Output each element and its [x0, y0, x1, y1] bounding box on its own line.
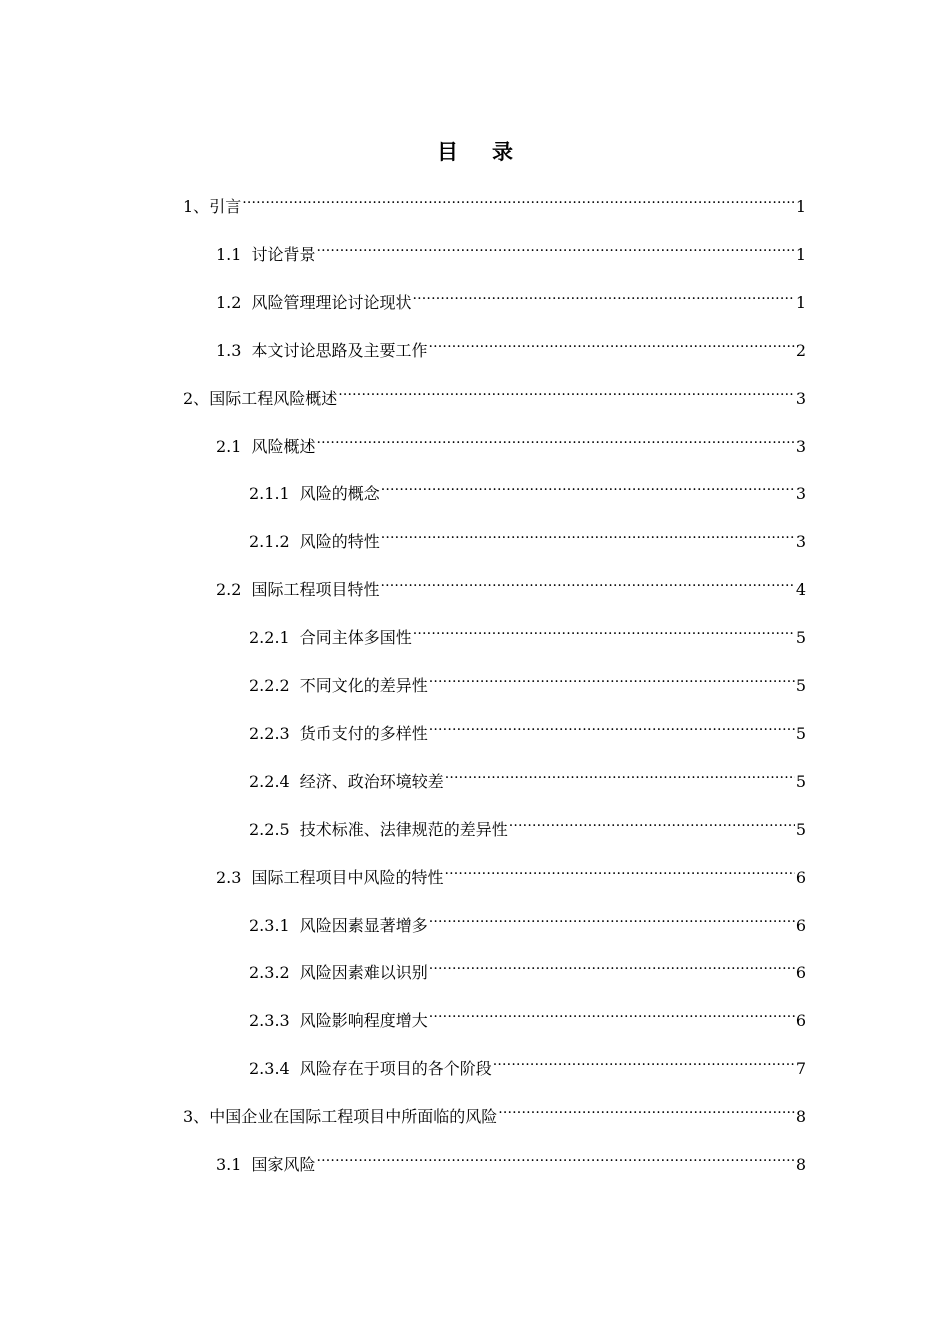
toc-entry-text: 不同文化的差异性: [299, 676, 428, 695]
toc-entry-number: 2.1.2: [249, 532, 290, 551]
toc-entry-page-number: 3: [795, 484, 806, 503]
toc-entry-text: 风险的概念: [299, 484, 380, 503]
toc-entry[interactable]: [249, 809, 806, 839]
toc-entry-number: 2.3.3: [249, 1011, 290, 1030]
toc-entry[interactable]: [249, 713, 806, 743]
toc-dot-leader: [316, 1144, 794, 1170]
toc-entry[interactable]: [249, 905, 806, 935]
toc-entry-page-number: 3: [795, 437, 806, 456]
toc-entry-text: 风险的特性: [299, 532, 380, 551]
toc-entry-text: 技术标准、法律规范的差异性: [299, 820, 508, 839]
toc-dot-leader: [429, 665, 795, 691]
toc-entry-text: 经济、政治环境较差: [299, 772, 444, 791]
toc-dot-leader: [316, 426, 794, 452]
toc-title: 目录: [437, 139, 547, 164]
toc-dot-leader: [429, 713, 795, 739]
toc-dot-leader: [338, 378, 795, 404]
toc-dot-leader: [381, 521, 795, 547]
toc-entry[interactable]: [216, 426, 806, 456]
toc-entry-text: 合同主体多国性: [299, 628, 412, 647]
toc-entry-page-number: 3: [795, 389, 806, 408]
toc-entry-text: 讨论背景: [251, 245, 316, 264]
toc-entry-page-number: 6: [795, 1011, 806, 1030]
toc-entry-text: 国际工程项目特性: [251, 580, 380, 599]
toc-entry-page-number: 8: [795, 1107, 806, 1126]
toc-dot-leader: [444, 857, 794, 883]
toc-entry[interactable]: [216, 330, 806, 360]
toc-entry-text: 风险管理理论讨论现状: [251, 293, 412, 312]
toc-entry-page-number: 5: [795, 772, 806, 791]
toc-entry-text: 风险因素显著增多: [299, 916, 428, 935]
toc-entry[interactable]: [249, 952, 806, 982]
toc-entry-text: 中国企业在国际工程项目中所面临的风险: [209, 1107, 498, 1126]
toc-entry-number: 2.3.4: [249, 1059, 290, 1078]
toc-entry-number: 3.1: [216, 1155, 242, 1174]
toc-entry-page-number: 6: [795, 868, 806, 887]
toc-entry[interactable]: [216, 857, 806, 887]
toc-dot-leader: [316, 234, 794, 260]
toc-entry[interactable]: [249, 1000, 806, 1030]
toc-entry[interactable]: [183, 186, 806, 216]
toc-dot-leader: [429, 905, 795, 931]
toc-entry-number: 2.2.4: [249, 772, 290, 791]
toc-entry-page-number: 6: [795, 963, 806, 982]
toc-entry-number: 2.3.2: [249, 963, 290, 982]
toc-entry-number: 2.3.1: [249, 916, 290, 935]
toc-entry-text: 引言: [209, 197, 242, 216]
toc-dot-leader: [429, 952, 795, 978]
toc-entry-number: 2.2: [216, 580, 242, 599]
toc-entry-number: 1、: [183, 197, 210, 216]
toc-entry[interactable]: [183, 378, 806, 408]
toc-entry-number: 2.3: [216, 868, 242, 887]
toc-dot-leader: [413, 617, 795, 643]
toc-entry-text: 风险因素难以识别: [299, 963, 428, 982]
toc-dot-leader: [493, 1048, 795, 1074]
toc-entry[interactable]: [216, 1144, 806, 1174]
toc-entry-page-number: 5: [795, 724, 806, 743]
toc-entry-page-number: 1: [795, 245, 806, 264]
toc-dot-leader: [428, 330, 794, 356]
toc-entry-number: 1.1: [216, 245, 242, 264]
toc-entry-page-number: 1: [795, 293, 806, 312]
toc-entry-page-number: 5: [795, 628, 806, 647]
toc-entry-number: 1.2: [216, 293, 242, 312]
toc-dot-leader: [498, 1096, 795, 1122]
toc-entry[interactable]: [216, 282, 806, 312]
toc-entry[interactable]: [249, 665, 806, 695]
toc-entry-number: 2、: [183, 389, 210, 408]
toc-entry-number: 2.2.1: [249, 628, 290, 647]
toc-entry-page-number: 5: [795, 676, 806, 695]
toc-dot-leader: [412, 282, 794, 308]
toc-dot-leader: [429, 1000, 795, 1026]
toc-entry-text: 风险存在于项目的各个阶段: [299, 1059, 492, 1078]
toc-entry-number: 1.3: [216, 341, 242, 360]
toc-entry[interactable]: [249, 473, 806, 503]
toc-entry[interactable]: [216, 234, 806, 264]
toc-entry-number: 2.1: [216, 437, 242, 456]
toc-dot-leader: [509, 809, 795, 835]
toc-entry-text: 货币支付的多样性: [299, 724, 428, 743]
toc-entry-page-number: 4: [795, 580, 806, 599]
toc-entry-page-number: 7: [795, 1059, 806, 1078]
toc-entry-text: 风险影响程度增大: [299, 1011, 428, 1030]
toc-entry-text: 国家风险: [251, 1155, 316, 1174]
toc-entry-text: 本文讨论思路及主要工作: [251, 341, 428, 360]
toc-entry-number: 3、: [183, 1107, 210, 1126]
toc-entry-page-number: 2: [795, 341, 806, 360]
toc-entry-page-number: 1: [795, 197, 806, 216]
toc-entry-page-number: 6: [795, 916, 806, 935]
toc-dot-leader: [381, 473, 795, 499]
toc-entry-number: 2.2.3: [249, 724, 290, 743]
toc-entry[interactable]: [249, 761, 806, 791]
toc-entry-text: 风险概述: [251, 437, 316, 456]
toc-entry-page-number: 3: [795, 532, 806, 551]
toc-entry-text: 国际工程项目中风险的特性: [251, 868, 444, 887]
toc-dot-leader: [445, 761, 795, 787]
toc-entry-page-number: 5: [795, 820, 806, 839]
toc-entry[interactable]: [249, 521, 806, 551]
toc-entry[interactable]: [249, 617, 806, 647]
toc-dot-leader: [380, 569, 794, 595]
toc-entry-number: 2.1.1: [249, 484, 290, 503]
toc-entry-text: 国际工程风险概述: [209, 389, 338, 408]
toc-entry[interactable]: [216, 569, 806, 599]
toc-entry-number: 2.2.5: [249, 820, 290, 839]
toc-entry-page-number: 8: [795, 1155, 806, 1174]
toc-entry-number: 2.2.2: [249, 676, 290, 695]
toc-entry[interactable]: [249, 1048, 806, 1078]
toc-entry[interactable]: [183, 1096, 806, 1126]
toc-dot-leader: [242, 186, 795, 212]
